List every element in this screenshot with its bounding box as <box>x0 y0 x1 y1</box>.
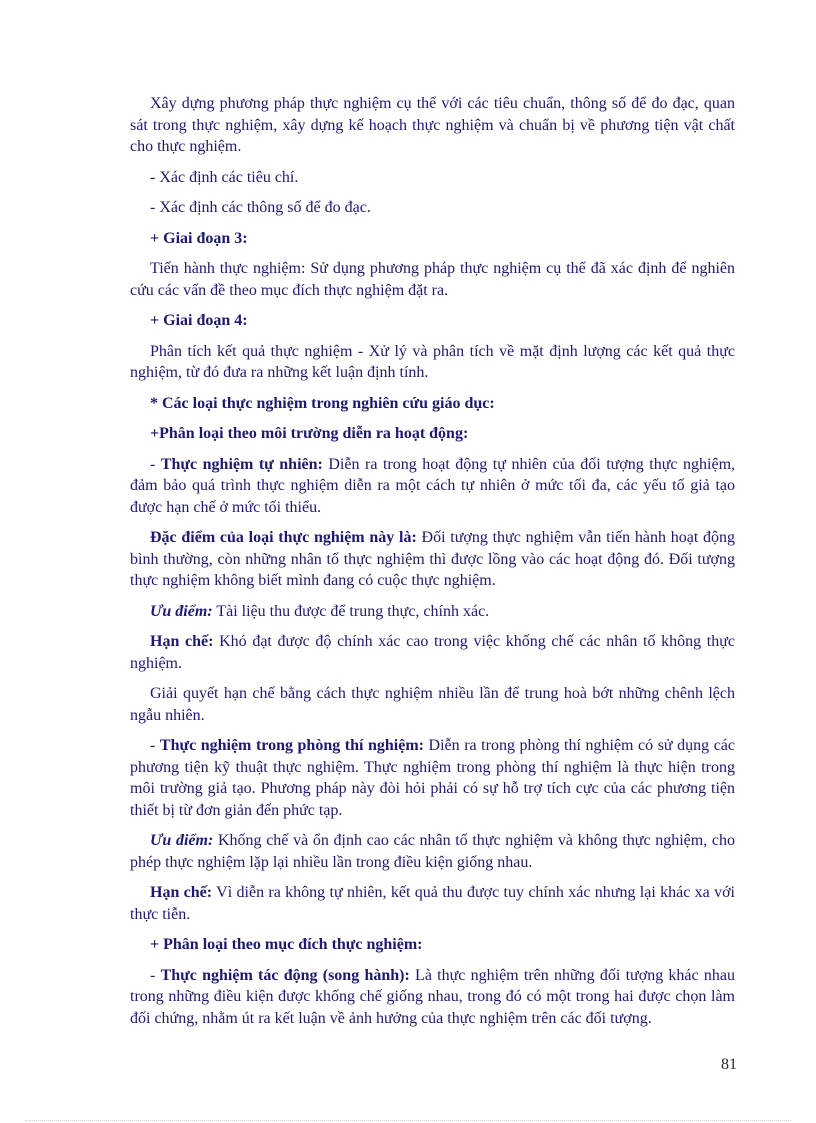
section-heading: * Các loại thực nghiệm trong nghiên cứu giáo dục: <box>150 394 495 412</box>
paragraph: Ưu điểm: Khống chế và ổn định cao các nhân tố thực nghiệm và không thực nghiệm, cho phép thực nghiệm lặp lại nhiều lần trong điều kiện giống nhau. <box>130 832 736 871</box>
paragraph: Tiến hành thực nghiệm: Sử dụng phương pháp thực nghiệm cụ thể đã xác định để nghiên cứu các vấn đề theo mục đích thực nghiệm đặt ra. <box>130 260 735 299</box>
paragraph: Hạn chế: Khó đạt được độ chính xác cao trong việc khống chế các nhân tố không thực nghiệm. <box>130 633 735 672</box>
section-heading: + Giai đoạn 3: <box>150 229 248 247</box>
paragraph: Đặc điểm của loại thực nghiệm này là: Đối tượng thực nghiệm vẫn tiến hành hoạt động bình thường, còn những nhân tố thực nghiệm thì được lồng vào các hoạt động đó. Đối tượng thực nghiệm không biết mình đang có cuộc thực nghiệm. <box>130 529 736 589</box>
page-number: 81 <box>721 1056 737 1073</box>
section-heading: +Phân loại theo môi trường diễn ra hoạt động: <box>150 425 469 442</box>
paragraph: Hạn chế: Vì diễn ra không tự nhiên, kết quả thu được tuy chính xác nhưng lại khác xa với thực tiễn. <box>130 884 736 923</box>
paragraph: Giải quyết hạn chế bằng cách thực nghiệm nhiều lần để trung hoà bớt những chênh lệch ngẫu nhiên. <box>130 685 735 724</box>
paragraph: - Thực nghiệm trong phòng thí nghiệm: Diễn ra trong phòng thí nghiệm có sử dụng các phương tiện kỹ thuật thực nghiệm. Thực nghiệm trong phòng thí nghiệm là thực hiện trong môi trường giả tạo. Phương pháp này đòi hỏi phải có sự hỗ trợ tích cực của các phương tiện thiết bị từ đơn giản đến phức tạp. <box>130 737 735 819</box>
paragraph: - Thực nghiệm tự nhiên: Diễn ra trong hoạt động tự nhiên của đối tượng thực nghiệm, đảm bảo quá trình thực nghiệm diễn ra một cách tự nhiên ở mức tối đa, các yếu tố giả tạo được hạn chế ở mức tối thiểu. <box>130 455 736 516</box>
paragraph: Phân tích kết quả thực nghiệm - Xử lý và phân tích về mặt định lượng các kết quả thực nghiệm, từ đó đưa ra những kết luận định tính. <box>130 342 735 381</box>
paragraph: - Xác định các tiêu chí. <box>150 168 299 186</box>
paragraph: - Thực nghiệm tác động (song hành): Là thực nghiệm trên những đối tượng khác nhau trong những điều kiện được khống chế giống nhau, trong đó có một trong hai được chọn làm đối chứng, nhằm út ra kết luận về ảnh hưởng của thực nghiệm trên các đối tượng. <box>130 966 735 1027</box>
bottom-divider <box>25 1120 791 1121</box>
section-heading: + Giai đoạn 4: <box>150 312 248 329</box>
paragraph: Xây dựng phương pháp thực nghiệm cụ thể với các tiêu chuẩn, thông số để đo đạc, quan sát trong thực nghiệm, xây dựng kế hoạch thực nghiệm và chuẩn bị về phương tiện vật chất cho thực nghiệm. <box>130 95 735 155</box>
document-page <box>130 93 735 1038</box>
section-heading: + Phân loại theo mục đích thực nghiệm: <box>150 936 423 953</box>
paragraph: - Xác định các thông số để đo đạc. <box>150 199 371 216</box>
paragraph: Ưu điểm: Tài liệu thu được để trung thực, chính xác. <box>150 602 490 620</box>
